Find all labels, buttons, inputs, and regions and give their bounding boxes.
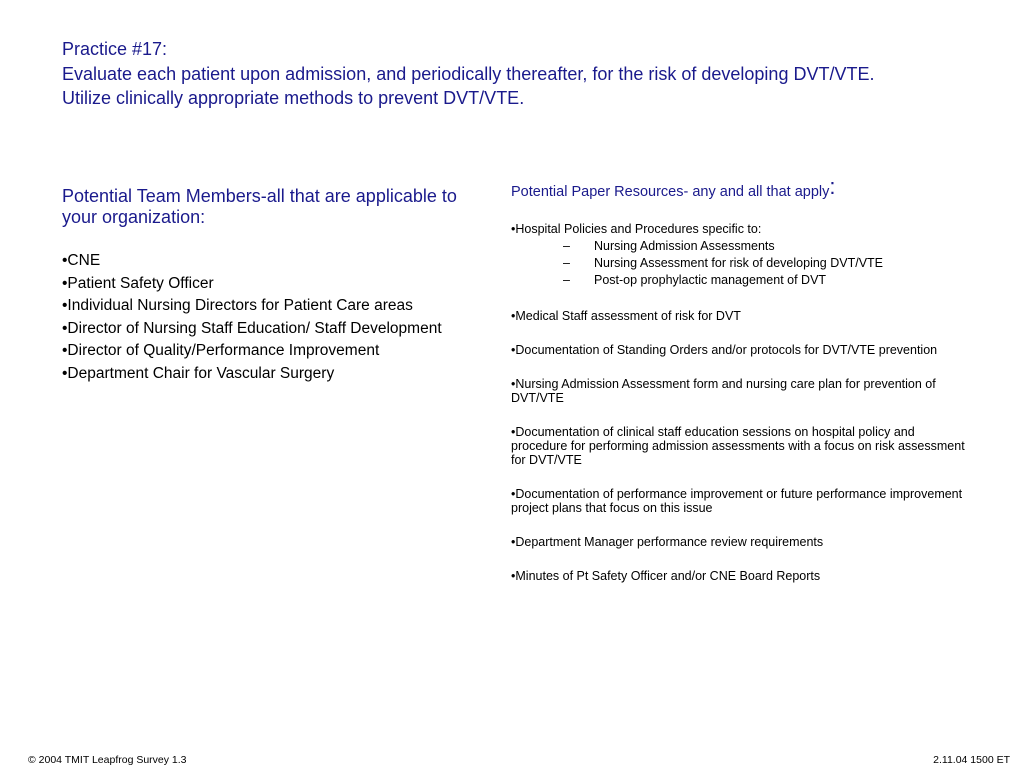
dash-bullet: – xyxy=(563,239,570,253)
team-members-section xyxy=(62,186,492,385)
list-item: •Director of Nursing Staff Education/ Staff Development xyxy=(62,319,442,337)
title-practice-statement: Evaluate each patient upon admission, and periodically thereafter, for the risk of developing DVT/VTE. xyxy=(62,63,875,84)
sub-list-item-text: Nursing Admission Assessments xyxy=(594,239,775,253)
list-item: •Director of Quality/Performance Improvement xyxy=(62,342,380,359)
list-item: •Minutes of Pt Safety Officer and/or CNE Board Reports xyxy=(511,569,821,583)
list-item: •Department Manager performance review requirements xyxy=(511,535,824,549)
list-item: •Patient Safety Officer xyxy=(62,274,214,292)
dash-bullet: – xyxy=(563,273,570,287)
footer-date: 2.11.04 1500 ET xyxy=(933,754,1010,766)
list-item: •Department Chair for Vascular Surgery xyxy=(62,364,335,382)
sub-list-item-text: Nursing Assessment for risk of developing DVT/VTE xyxy=(594,256,884,270)
sub-list-item xyxy=(511,238,971,255)
team-members-heading: Potential Team Members-all that are applicable to your organization: xyxy=(62,186,457,227)
resource-item-text: •Hospital Policies and Procedures specific to: xyxy=(511,222,762,236)
slide-title xyxy=(62,37,1002,111)
list-item: •Medical Staff assessment of risk for DVT xyxy=(511,309,741,323)
list-item: •Documentation of performance improvement or future performance improvement project plans that focus on this issue xyxy=(511,487,963,515)
paper-resources-section xyxy=(511,176,971,603)
list-item: •Nursing Admission Assessment form and nursing care plan for prevention of DVT/VTE xyxy=(511,377,936,405)
title-practice-method: Utilize clinically appropriate methods to prevent DVT/VTE. xyxy=(62,88,525,108)
dash-bullet: – xyxy=(563,256,570,270)
list-item: •Individual Nursing Directors for Patient Care areas xyxy=(62,297,413,314)
list-item: •Documentation of clinical staff education sessions on hospital policy and procedure for performing admission assessments with a focus on risk assessment for DVT/VTE xyxy=(511,425,965,467)
paper-resources-heading-colon: : xyxy=(829,174,836,199)
list-item: •CNE xyxy=(62,252,101,269)
policies-sub-list xyxy=(511,238,971,289)
sub-list-item-text: Post-op prophylactic management of DVT xyxy=(594,273,827,287)
footer-copyright: © 2004 TMIT Leapfrog Survey 1.3 xyxy=(28,754,187,766)
sub-list-item xyxy=(511,272,971,289)
paper-resources-heading xyxy=(511,176,971,203)
list-item: •Documentation of Standing Orders and/or protocols for DVT/VTE prevention xyxy=(511,343,938,357)
resource-item-policies xyxy=(511,222,971,289)
title-practice-number: Practice #17: xyxy=(62,39,168,59)
sub-list-item xyxy=(511,255,971,272)
team-members-list xyxy=(62,250,492,385)
paper-resources-heading-text: Potential Paper Resources- any and all that apply xyxy=(511,184,830,200)
